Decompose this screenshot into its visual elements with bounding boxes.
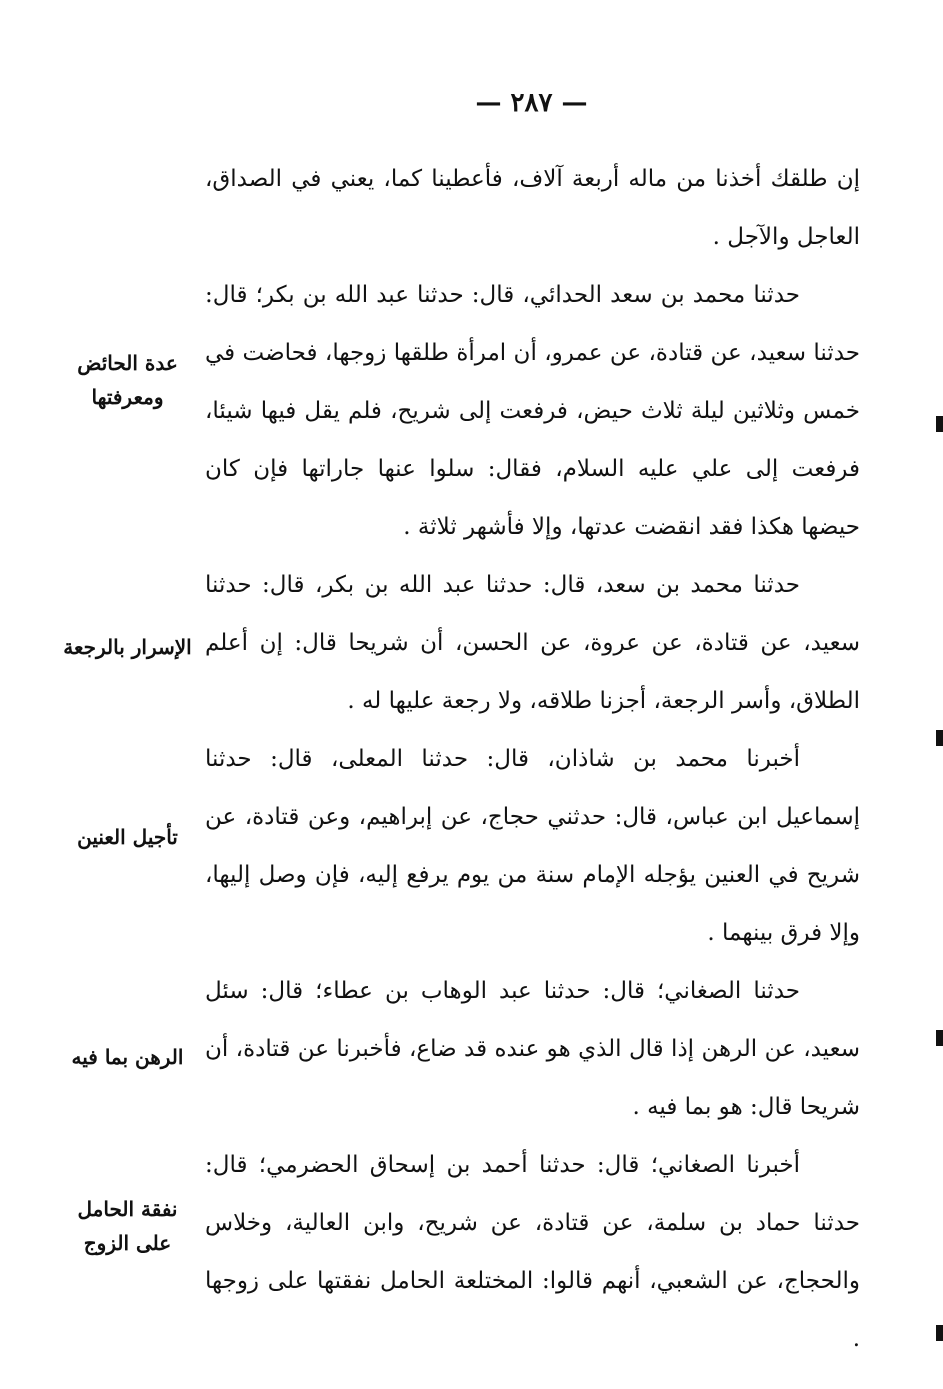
page-number: — ٢٨٧ — [475,88,588,118]
edge-mark [936,416,943,432]
edge-mark [936,1325,943,1341]
edge-mark [936,730,943,746]
edge-mark [936,1030,943,1046]
margin-note-menstruation-waiting: عدة الحائض ومعرفتها [77,351,178,409]
margin-note-pregnant-maintenance: نفقة الحامل على الزوج [77,1197,178,1255]
margin-note-secret-return: الإسرار بالرجعة [63,635,192,659]
paragraph-1: إن طلقك أخذنا من ماله أربعة آلاف، فأعطينا كما، يعني في الصداق، العاجل والآجل . [205,166,860,250]
paragraph-2: حدثنا محمد بن سعد الحدائي، قال: حدثنا عبد الله بن بكر؛ قال: حدثنا سعيد، عن قتادة، عن عمرو، أن امرأة طلقها زوجها، فحاضت في خمس وثلاثين ليلة ثلاث حيض، فرفعت إلى شريح، فلم يقل فيها شيئا، فرفعت إلى علي عليه السلام، فقال: سلوا عنها جاراتها فإن كان حيضها هكذا فقد انقضت عدتها، وإلا فأشهر ثلاثة . [205,282,860,540]
paragraph-6: أخبرنا الصغاني؛ قال: حدثنا أحمد بن إسحاق الحضرمي؛ قال: حدثنا حماد بن سلمة، عن قتادة، عن شريح، وابن العالية، وخلاس والحجاج، عن الشعبي، أنهم قالوا: المختلعة الحامل نفقتها على زوجها . [205,1152,860,1352]
main-text [205,150,860,1368]
paragraph-3: حدثنا محمد بن سعد، قال: حدثنا عبد الله بن بكر، قال: حدثنا سعيد، عن قتادة، عن عروة، عن الحسن، أن شريحا قال: إن أعلم الطلاق، وأسر الرجعة، أجزنا طلاقه، ولا رجعة عليها له . [205,572,860,714]
margin-note-impotence-delay: تأجيل العنين [77,825,178,849]
margin-note-pledge: الرهن بما فيه [71,1045,184,1069]
paragraph-4: أخبرنا محمد بن شاذان، قال: حدثنا المعلى، قال: حدثنا إسماعيل ابن عباس، قال: حدثني حجاج، عن إبراهيم، وعن قتادة، عن شريح في العنين يؤجله الإمام سنة من يوم يرفع إليه، فإن وصل إليها، وإلا فرق بينهما . [205,746,860,946]
paragraph-5: حدثنا الصغاني؛ قال: حدثنا عبد الوهاب بن عطاء؛ قال: سئل سعيد، عن الرهن إذا قال الذي هو عنده قد ضاع، فأخبرنا عن قتادة، أن شريحا قال: هو بما فيه . [205,978,860,1120]
